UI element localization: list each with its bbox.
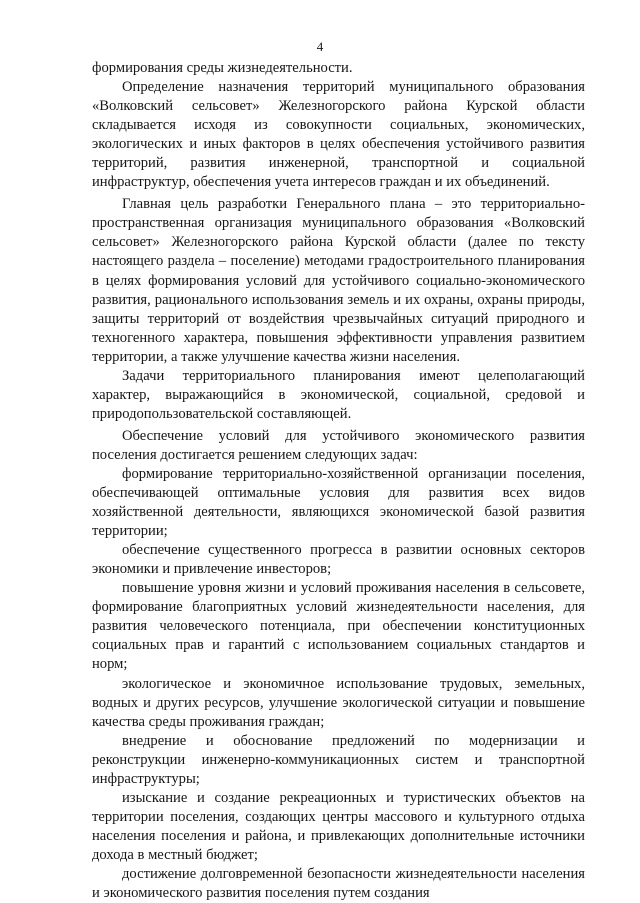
paragraph: Определение назначения территорий муниципального образования «Волковский сельсовет» Железногорского района Курской области складывается исходя из совокупности социальных, экономических, экологических и иных факторов в целях обеспечения устойчивого развития территорий, развития инженерной, транспортной и социальной инфраструктур, обеспечения учета интересов граждан и их объединений. <box>92 79 585 191</box>
paragraph: Задачи территориального планирования имеют целеполагающий характер, выражающийся в экономической, социальной, средовой и природопользовательской составляющей. <box>92 367 585 422</box>
document-body <box>92 59 585 903</box>
list-item: достижение долговременной безопасности жизнедеятельности населения и экономического развития поселения путем создания <box>92 865 585 902</box>
list-item: формирование территориально-хозяйственной организации поселения, обеспечивающей оптимальные условия для развития всех видов хозяйственной деятельности, являющихся экономической базой развития территории; <box>92 465 585 540</box>
list-item: изыскание и создание рекреационных и туристических объектов на территории поселения, создающих центры массового и культурного отдыха населения поселения и района, и привлекающих дополнительные источники дохода в местный бюджет; <box>92 789 585 863</box>
page-number: 4 <box>316 39 324 54</box>
list-item: внедрение и обоснование предложений по модернизации и реконструкции инженерно-коммуникационных систем и транспортной инфраструктуры; <box>92 732 585 787</box>
paragraph: Обеспечение условий для устойчивого экономического развития поселения достигается решением следующих задач: <box>92 427 585 463</box>
list-item: обеспечение существенного прогресса в развитии основных секторов экономики и привлечение инвесторов; <box>92 542 585 578</box>
list-item: экологическое и экономичное использование трудовых, земельных, водных и других ресурсов, улучшение экологической ситуации и повышение качества среды проживания граждан; <box>92 675 585 730</box>
paragraph: формирования среды жизнедеятельности. <box>92 60 353 76</box>
list-item: повышение уровня жизни и условий проживания населения в сельсовете, формирование благоприятных условий жизнедеятельности населения, для развития человеческого потенциала, при обеспечении конституционных социальных прав и гарантий с использованием социальных стандартов и норм; <box>92 580 585 673</box>
paragraph: Главная цель разработки Генерального плана – это территориально-пространственная организация муниципального образования «Волковский сельсовет» Железногорского района Курской области (далее по тексту настоящего раздела – поселение) методами градостроительного планирования в целях формирования условий для устойчивого социально-экономического развития, рационального использования земель и их охраны, охраны природы, защиты территорий от воздействия чрезвычайных ситуаций природного и техногенного характера, повышения эффективности управления развитием территории, а также улучшение качества жизни населения. <box>92 196 585 365</box>
